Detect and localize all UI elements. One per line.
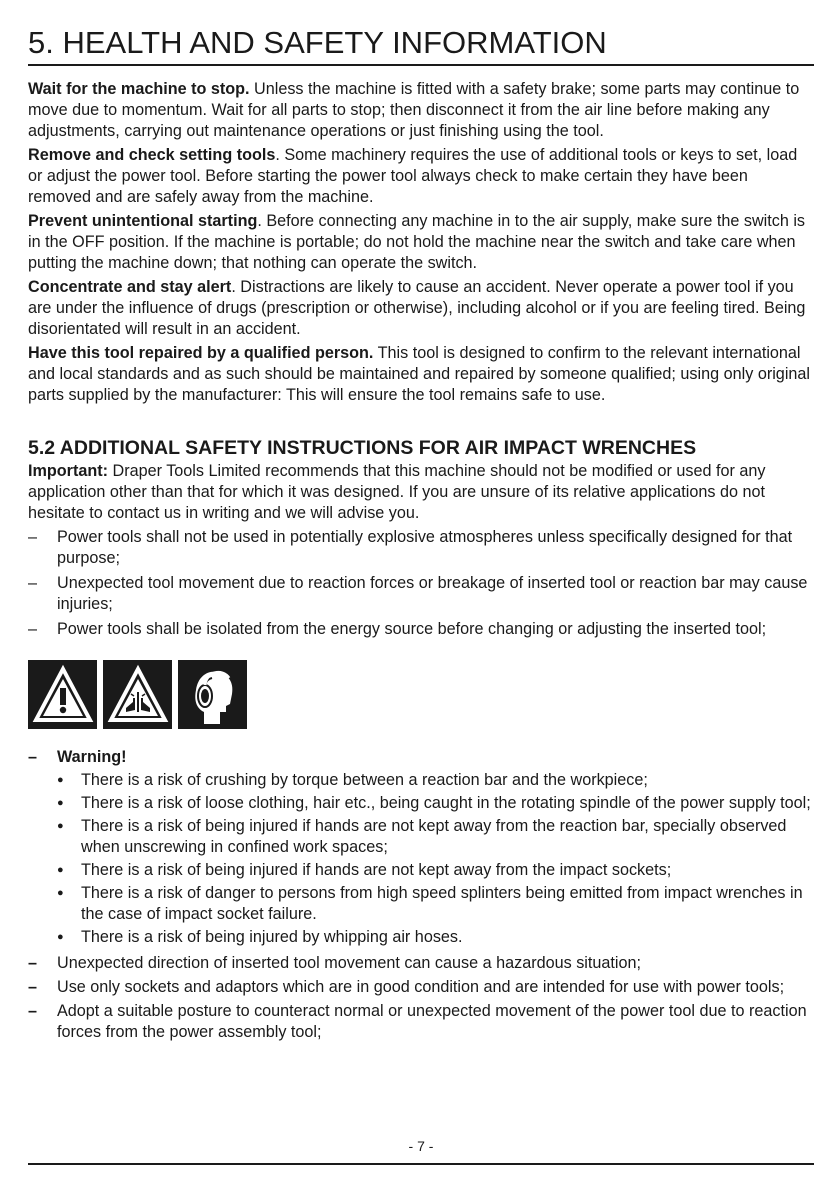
list-item: – Adopt a suitable posture to counteract normal or unexpected movement of the power tool due to reaction forces from the power assembly tool; — [28, 1001, 814, 1043]
paragraph-heading: Remove and check setting tools — [28, 146, 276, 164]
paragraph-heading: Concentrate and stay alert — [28, 278, 232, 296]
paragraph-text: Unless the machine is fitted with a safety brake; some parts may continue to move due to momentum. Wait for all parts to stop; then disconnect it from the air line before making any adjustments, carrying out maintenance operations or just finishing using the tool. — [28, 80, 800, 140]
warning-label: Warning! — [57, 748, 127, 766]
paragraph-concentrate — [28, 277, 814, 340]
paragraph-remove-tools — [28, 145, 814, 208]
list-item: – Power tools shall not be used in potentially explosive atmospheres unless specifically designed for that purpose; — [28, 527, 814, 569]
list-item: – Unexpected tool movement due to reaction forces or breakage of inserted tool or reaction bar may cause injuries; — [28, 573, 814, 615]
important-text: Draper Tools Limited recommends that this machine should not be modified or used for any application other than that for which it was designed. If you are unsure of its relative applications do not hesitate to contact us in writing and we will advise you. — [28, 462, 766, 522]
safety-icons — [28, 660, 814, 729]
paragraph-text: This tool is designed to confirm to the relevant international and local standards and as such should be maintained and repaired by someone qualified; using only original parts supplied by the manufacturer: This will ensure the tool remains safe to use. — [28, 344, 811, 404]
hand-crush-warning-icon — [103, 660, 172, 729]
list-item: ● There is a risk of danger to persons from high speed splinters being emitted from impact wrenches in the case of impact socket failure. — [57, 883, 814, 925]
warning-list — [28, 747, 814, 1043]
footer-divider — [28, 1163, 814, 1165]
page-number: - 7 - — [408, 1138, 434, 1154]
paragraph-prevent-starting — [28, 211, 814, 274]
page-title: 5. HEALTH AND SAFETY INFORMATION — [28, 25, 607, 60]
paragraph-text: . Before connecting any machine in to the air supply, make sure the switch is in the OFF position. If the machine is portable; do not hold the machine near the switch and take care when putting the machine down; that nothing can operate the switch. — [28, 212, 806, 272]
list-item: ● There is a risk of being injured if hands are not kept away from the reaction bar, specially observed when unscrewing in confined work spaces; — [57, 816, 814, 858]
paragraph-wait — [28, 79, 814, 142]
ear-protection-icon — [178, 660, 247, 729]
paragraph-text: . Some machinery requires the use of additional tools or keys to set, load or adjust the power tool. Before starting the power tool always check to make certain they have been removed and are safely away from the machine. — [28, 146, 798, 206]
list-item: – Unexpected direction of inserted tool movement can cause a hazardous situation; — [28, 953, 814, 974]
list-item: ● There is a risk of crushing by torque between a reaction bar and the workpiece; — [57, 770, 814, 791]
dash-list — [28, 527, 814, 640]
list-item: ● There is a risk of being injured if hands are not kept away from the impact sockets; — [57, 860, 814, 881]
paragraph-text: . Distractions are likely to cause an accident. Never operate a power tool if you are under the influence of drugs (prescription or otherwise), including alcohol or if you are feeling tired. Being disorientated will result in an accident. — [28, 278, 806, 338]
warning-bullets — [57, 770, 814, 948]
general-warning-icon — [28, 660, 97, 729]
title-divider — [28, 64, 814, 66]
important-paragraph — [28, 461, 814, 524]
paragraph-heading: Prevent unintentional starting — [28, 212, 258, 230]
page-content — [28, 26, 814, 1046]
list-item: ● There is a risk of loose clothing, hair etc., being caught in the rotating spindle of the power supply tool; — [57, 793, 814, 814]
paragraph-heading: Have this tool repaired by a qualified person. — [28, 344, 374, 362]
list-item: ● There is a risk of being injured by whipping air hoses. — [57, 927, 814, 948]
list-item: – Power tools shall be isolated from the energy source before changing or adjusting the inserted tool; — [28, 619, 814, 640]
paragraph-heading: Wait for the machine to stop. — [28, 80, 250, 98]
warning-item — [28, 747, 814, 948]
list-item: – Use only sockets and adaptors which are in good condition and are intended for use with power tools; — [28, 977, 814, 998]
important-label: Important: — [28, 462, 109, 480]
paragraph-repair — [28, 343, 814, 406]
section-heading: 5.2 ADDITIONAL SAFETY INSTRUCTIONS FOR AIR IMPACT WRENCHES — [28, 437, 697, 459]
